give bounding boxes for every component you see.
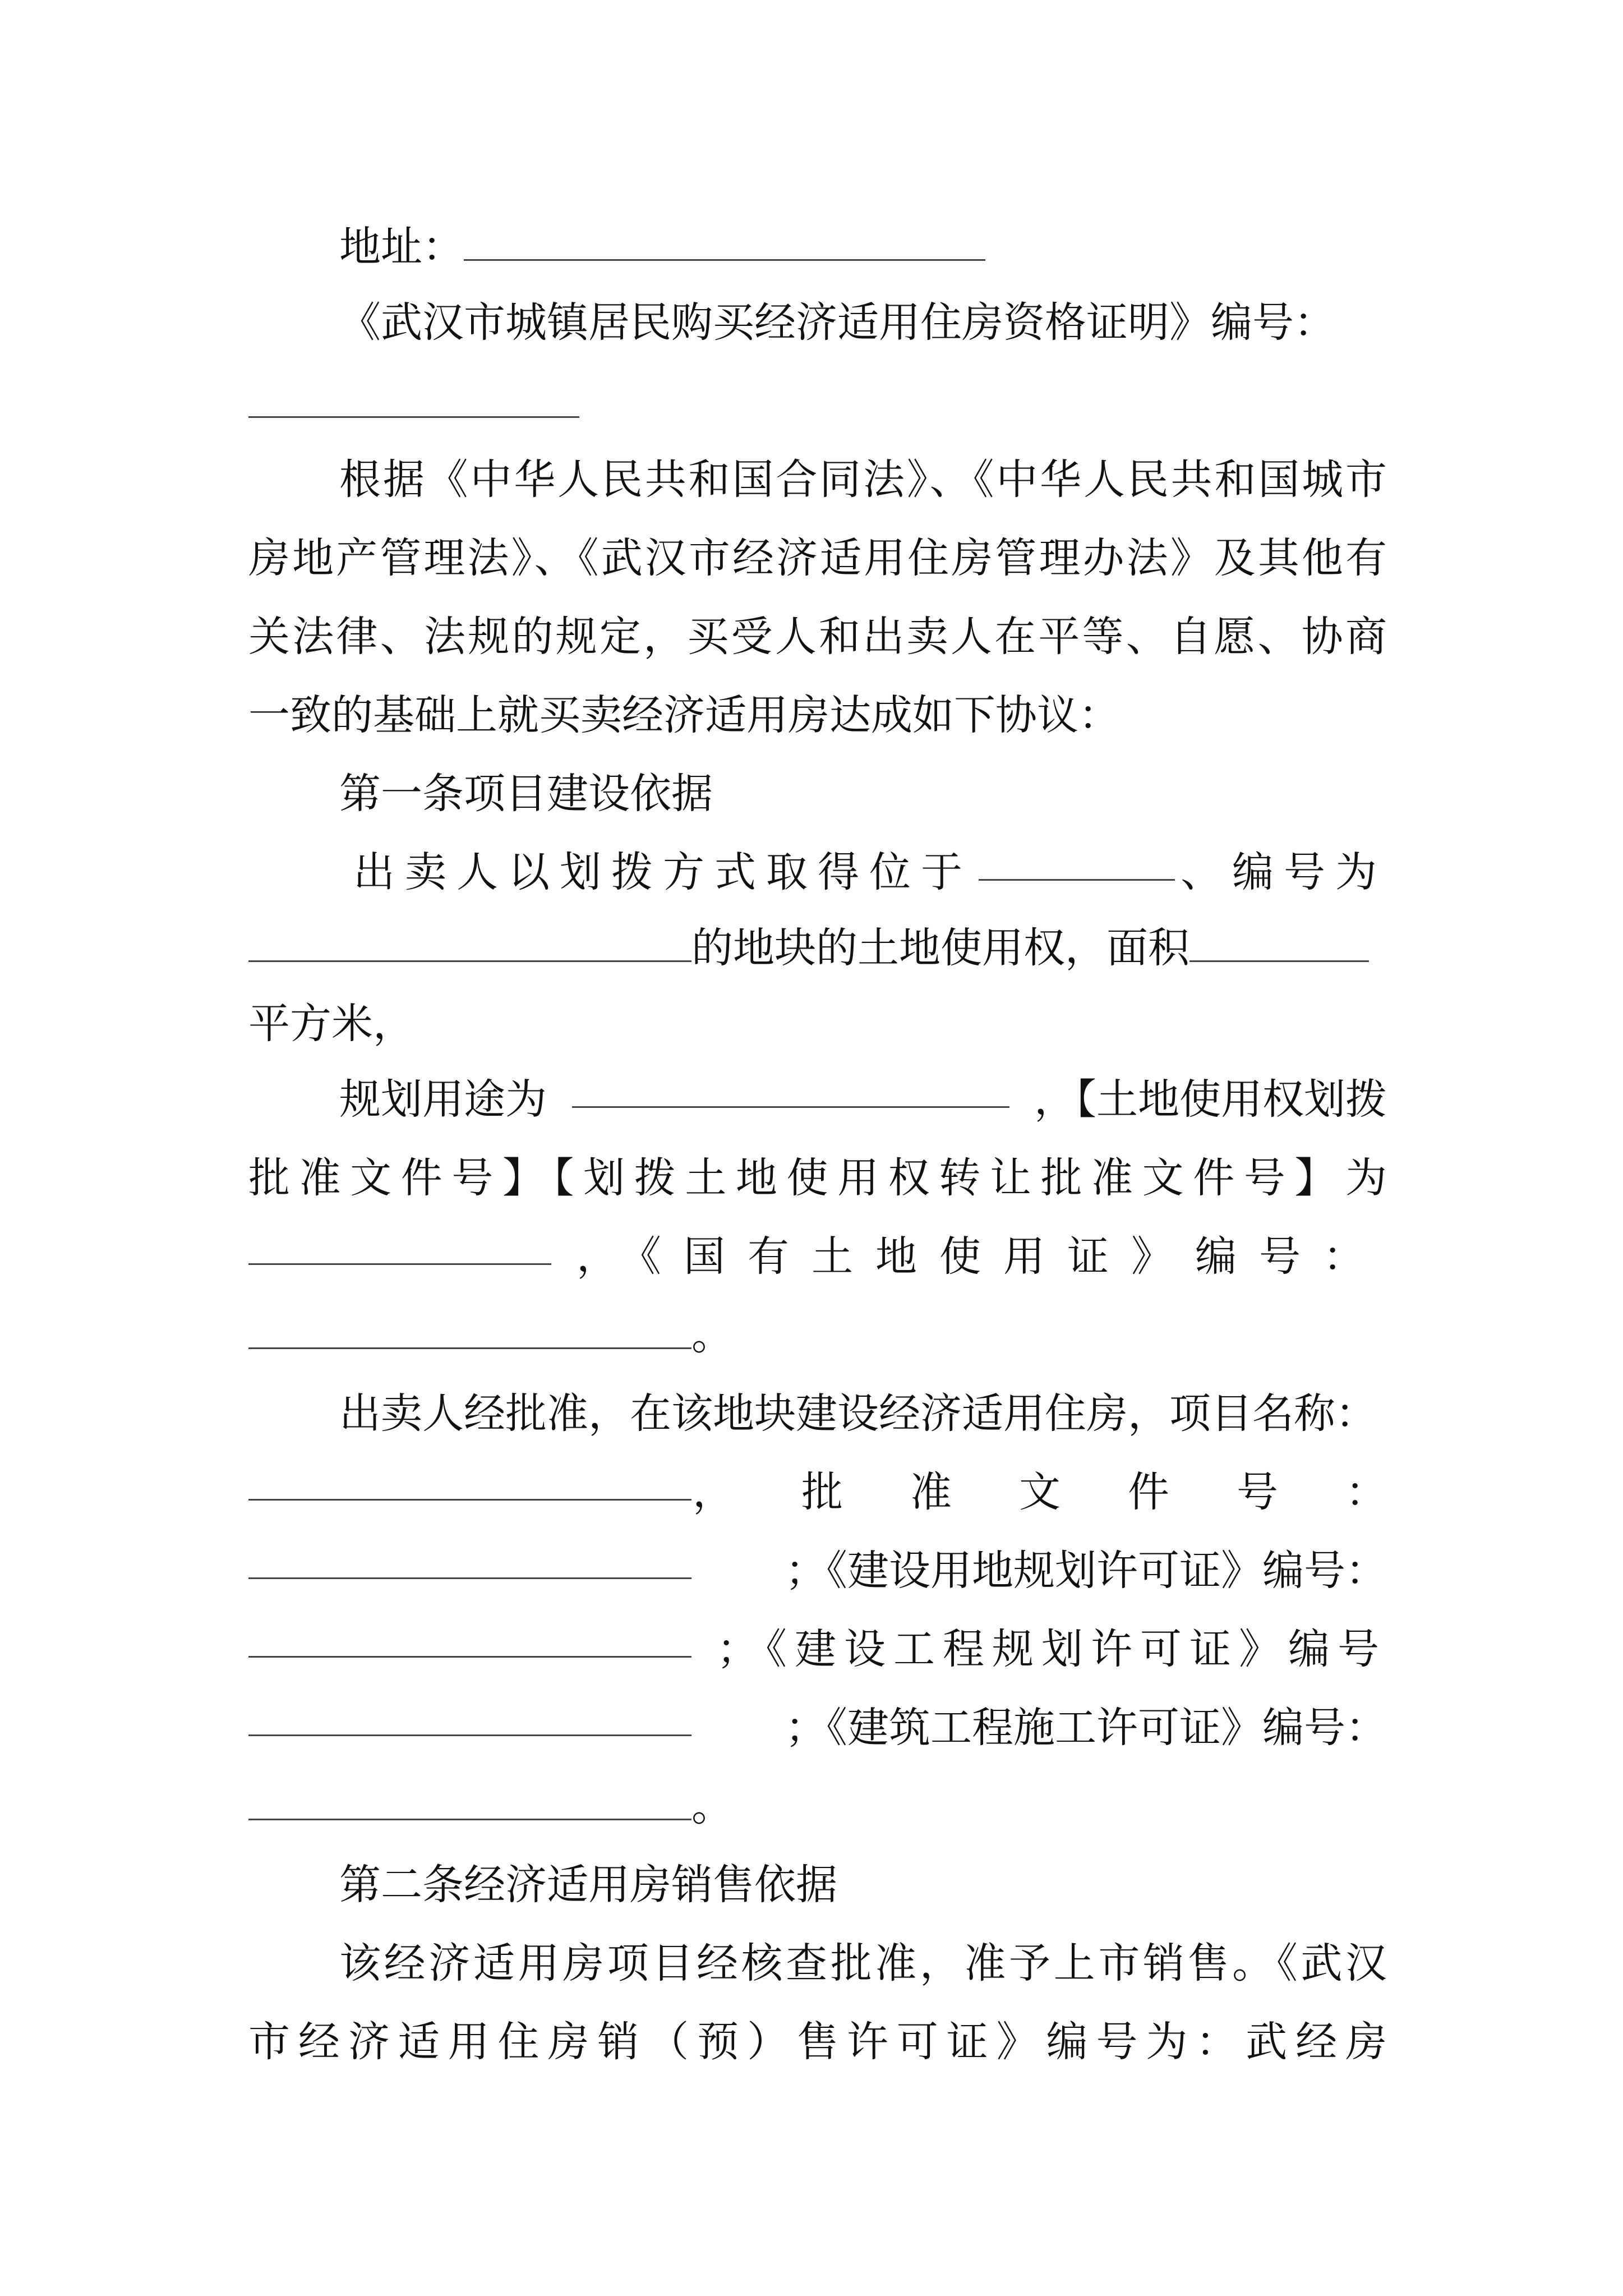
cert-number-blank-line — [248, 376, 1387, 432]
area-blank[interactable] — [1189, 926, 1369, 962]
text-segment: ，【土地使用权划拨 — [1034, 1075, 1387, 1124]
basis-line-4: 一致的基础上就买卖经济适用房达成如下协议： — [248, 691, 1120, 739]
approval-doc-number-blank[interactable] — [248, 1543, 691, 1579]
article-1-para-2-line-3 — [248, 1228, 1387, 1285]
text-segment: ；《建设工程规划许可证》编号 — [717, 1625, 1387, 1673]
parcel-number-blank[interactable] — [248, 926, 691, 962]
location-blank[interactable] — [979, 844, 1175, 881]
article-1-para-3-line-6 — [248, 1778, 1387, 1834]
address-label: 地址： — [339, 223, 464, 271]
approval-number-blank[interactable] — [248, 1228, 551, 1265]
cert-number-blank[interactable] — [248, 381, 579, 418]
article-1-title: 第一条项目建设依据 — [339, 770, 713, 818]
article-1-para-1-line-1 — [353, 844, 1387, 900]
project-name-blank[interactable] — [248, 1464, 691, 1501]
article-1-para-3-line-5 — [248, 1700, 1387, 1756]
cert-number-line: 《武汉市城镇居民购买经济适用住房资格证明》编号： — [339, 298, 1335, 347]
article-1-para-3-line-4 — [248, 1621, 1387, 1677]
text-segment: ，批准文件号： — [693, 1468, 1454, 1516]
address-line — [339, 219, 1387, 275]
land-cert-number-blank[interactable] — [248, 1313, 691, 1349]
text-segment: ；《建设用地规划许可证》编号： — [785, 1547, 1387, 1595]
construction-permit-blank[interactable] — [248, 1784, 691, 1820]
text-segment: ，《国有土地使用证》编号： — [577, 1232, 1387, 1281]
article-1-para-2-line-2: 批准文件号】【划拨土地使用权转让批准文件号】为 — [248, 1154, 1387, 1202]
text-segment: 。 — [691, 1311, 733, 1359]
text-segment: 规划用途为 — [339, 1075, 547, 1124]
text-segment: 出卖人以划拨方式取得位于 — [353, 848, 972, 896]
article-1-para-1-line-3: 平方米， — [248, 1000, 414, 1048]
article-1-para-3-line-2 — [248, 1464, 1454, 1520]
article-1-para-2-line-4 — [248, 1307, 1387, 1363]
article-2-title: 第二条经济适用房销售依据 — [339, 1861, 837, 1909]
article-2-para-1-line-2: 市经济适用住房销（预）售许可证》编号为：武经房 — [248, 2018, 1387, 2066]
engineering-planning-permit-blank[interactable] — [248, 1700, 691, 1736]
article-1-para-1-line-2 — [248, 920, 1387, 976]
article-1-para-3-line-1: 出卖人经批准，在该地块建设经济适用住房，项目名称： — [339, 1389, 1377, 1438]
text-segment: 的地块的土地使用权，面积 — [691, 924, 1189, 972]
text-segment: 。 — [691, 1782, 733, 1830]
text-segment: 、编号为 — [1181, 848, 1387, 896]
basis-line-1: 根据《中华人民共和国合同法》、《中华人民共和国城市 — [339, 455, 1387, 504]
planning-use-blank[interactable] — [572, 1071, 1009, 1108]
basis-line-3: 关法律、法规的规定，买受人和出卖人在平等、自愿、协商 — [248, 613, 1387, 661]
text-segment: ；《建筑工程施工许可证》编号： — [785, 1704, 1387, 1752]
article-1-para-3-line-3 — [248, 1543, 1387, 1599]
basis-line-2: 房地产管理法》、《武汉市经济适用住房管理办法》及其他有 — [248, 534, 1387, 582]
article-2-para-1-line-1: 该经济适用房项目经核查批准，准予上市销售。《武汉 — [339, 1939, 1387, 1987]
address-blank[interactable] — [464, 224, 985, 261]
land-planning-permit-blank[interactable] — [248, 1621, 691, 1658]
article-1-para-2-line-1 — [339, 1071, 1387, 1128]
